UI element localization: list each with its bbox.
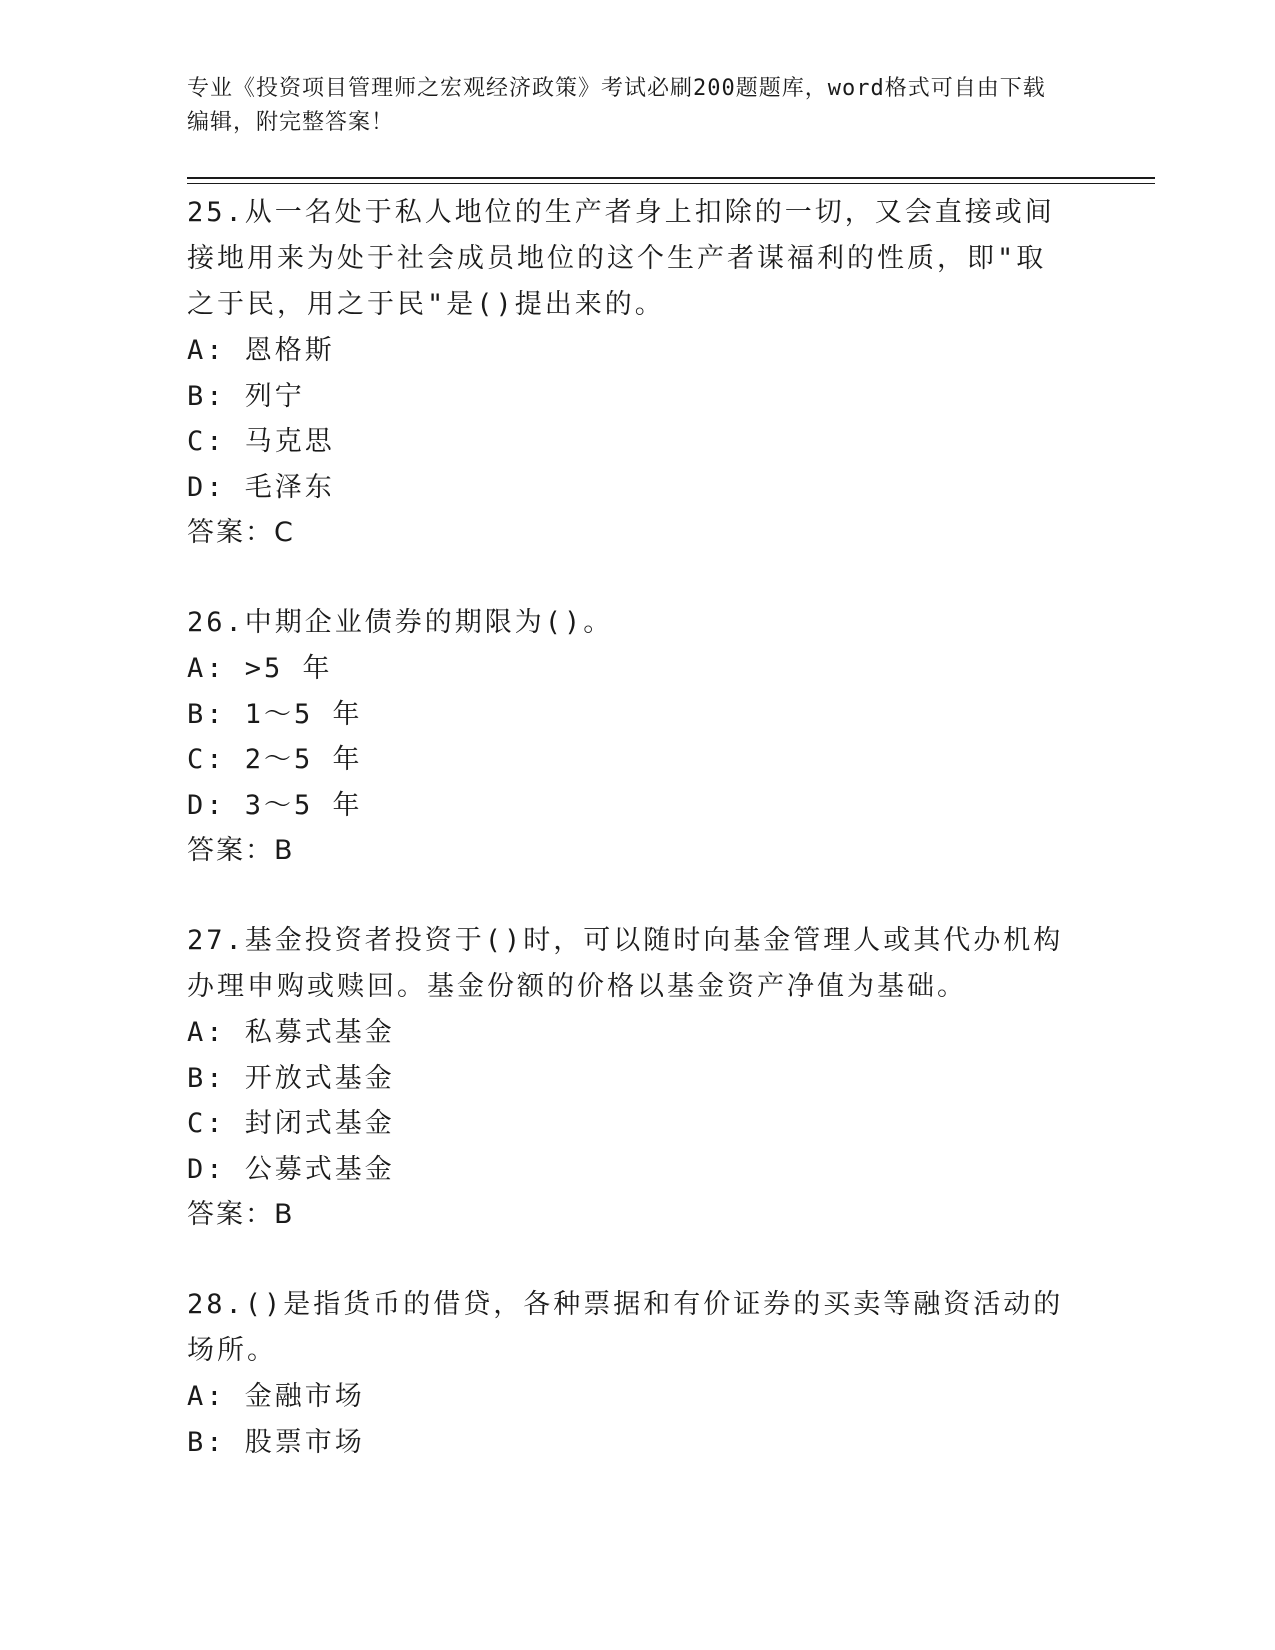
option-c: C: 马克思 — [187, 426, 335, 457]
option-d: D: 毛泽东 — [187, 471, 335, 503]
option-b: B: 列宁 — [187, 380, 305, 412]
option-c: C: 封闭式基金 — [187, 1108, 395, 1139]
header-divider-thick — [187, 177, 1155, 179]
answer: 答案：B — [187, 1199, 295, 1230]
option-a: A: 金融市场 — [187, 1381, 365, 1412]
question-stem: 28.()是指货币的借贷，各种票据和有价证券的买卖等融资活动的场所。 — [187, 1289, 1064, 1366]
option-d: D: 3～5 年 — [187, 789, 363, 821]
answer: 答案：C — [187, 517, 295, 548]
question-stem: 27.基金投资者投资于()时，可以随时向基金管理人或其代办机构办理申购或赎回。基金份额的价格以基金资产净值为基础。 — [187, 925, 1064, 1002]
question-25 — [187, 190, 1067, 556]
question-stem: 26.中期企业债券的期限为()。 — [187, 607, 614, 638]
option-b: B: 1～5 年 — [187, 698, 363, 730]
answer: 答案：B — [187, 835, 295, 866]
option-c: C: 2～5 年 — [187, 744, 363, 775]
option-b: B: 开放式基金 — [187, 1062, 395, 1094]
option-b: B: 股票市场 — [187, 1426, 365, 1458]
option-a: A: 私募式基金 — [187, 1017, 395, 1048]
option-d: D: 公募式基金 — [187, 1153, 395, 1185]
header-text: 专业《投资项目管理师之宏观经济政策》考试必刷200题题库，word格式可自由下载编辑，附完整答案！ — [187, 76, 1046, 135]
question-stem: 25.从一名处于私人地位的生产者身上扣除的一切，又会直接或间接地用来为处于社会成员地位的这个生产者谋福利的性质，即"取之于民，用之于民"是()提出来的。 — [187, 197, 1055, 320]
question-27 — [187, 918, 1067, 1238]
option-a: A: >5 年 — [187, 653, 333, 684]
question-26 — [187, 600, 1067, 874]
option-a: A: 恩格斯 — [187, 335, 335, 366]
document-header — [187, 72, 1067, 140]
question-28 — [187, 1282, 1067, 1465]
header-divider-thin — [187, 183, 1155, 184]
